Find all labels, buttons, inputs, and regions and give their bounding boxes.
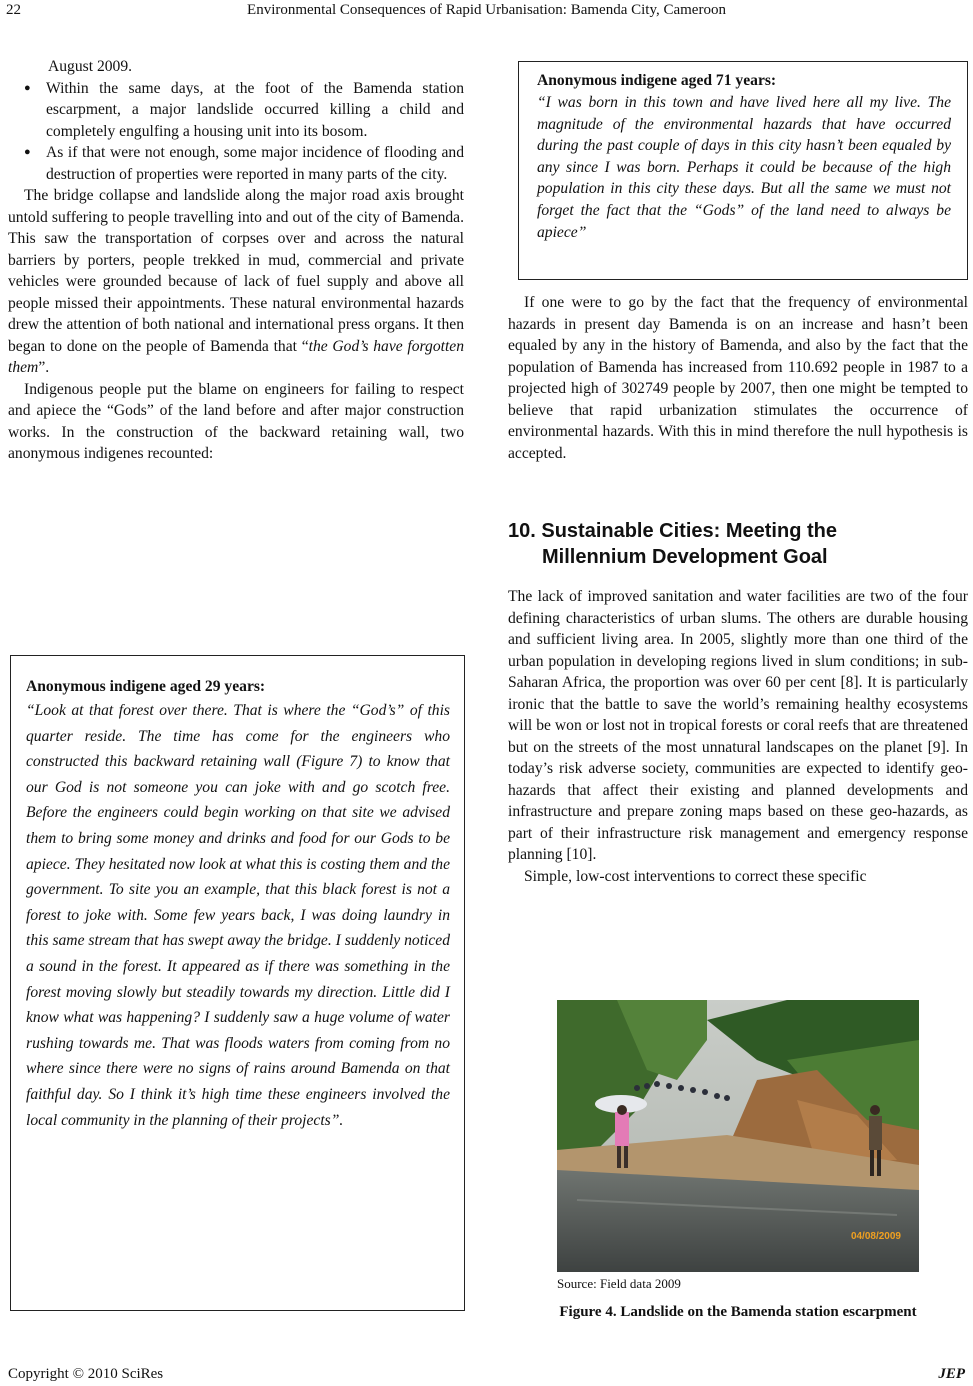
bullet-item: ● Within the same days, at the foot of the Bamenda station escarpment, a major landslide occurred killing a child and completely engulfing a housing unit into its bosom. (8, 78, 464, 143)
left-column (8, 56, 464, 465)
figure-link[interactable]: Figure (301, 753, 344, 771)
quote-text: “I was born in this town and have lived here all my live. The magnitude of the environmental hazards that have occurred during the past couple of days in this city hasn’t been equaled by any since I was born. Perhaps it could be because of the high population in this city these days. But all the same we must not forget the fact that the “Gods” of the land need to always be apiece” (537, 94, 951, 241)
running-title: Environmental Consequences of Rapid Urbanisation: Bamenda City, Cameroon (247, 2, 726, 18)
page-number: 22 (6, 2, 21, 18)
footer-journal: JEP (938, 1366, 965, 1382)
paragraph-hypothesis: If one were to go by the fact that the frequency of environmental hazards in present day Bamenda is on an increase and hasn’t been equaled by any in the history of Bamenda, and also by the fact that the population of Bamenda has increased from 110.692 people in 1987 to a projected high of 302749 people by 2007, then one might be tempted to believe that rapid urbanization stimulates the occurrence of environmental hazards. With this in mind therefore the null hypothesis is accepted. (508, 294, 968, 462)
intro-line: August 2009. (48, 58, 133, 75)
figure-caption: Figure 4. Landslide on the Bamenda station escarpment (559, 1304, 917, 1320)
paragraph-slums: The lack of improved sanitation and water facilities are two of the four defining characteristics of urban slums. The others are durable housing and sufficient living area. In 2005, slightly more than one third of the urban population in developing regions lived in slum conditions; in sub-Saharan Africa, the proportion was over 60 per cent [8]. It is particularly ironic that the battle to save the world’s remaining healthy ecosystems will be won or lost not in tropical forests or coral reefs that are threatened but on the streets of the most unnatural landscapes on the planet [9]. In today’s risk adverse society, communities are expected to identify geo-hazards that affect their existing and planned developments and infrastructure and prepare zoning maps based on these geo-hazards, as part of their infrastructure risk management and emergency response planning [10]. (508, 588, 968, 863)
figure-source: Source: Field data 2009 (557, 1276, 681, 1291)
quote-box-29-years (10, 655, 465, 1311)
paragraph-interventions: Simple, low-cost interventions to correct these specific (524, 867, 867, 885)
quote-title: Anonymous indigene aged 29 years: (26, 678, 266, 695)
quote-text: “Look at that forest over there. That is where the “God’s” of this quarter reside. The time has come for the engineers who constructed this backward retaining wall (Figure 7) to know that our God is not someone you can joke with and go scotch free. Before the engineers could begin working on that site we advised them to bring some money and drinks and food for our Gods to be apiece. They hesitated now look at what this is costing them and the government. To site you an example, that this black forest is not a forest to joke with. Some few years back, I was doing laundry in this same stream that has swept away the bridge. I suddenly noticed a sound in the forest. It appeared as if there was something in the forest moving slowly but steadily towards my direction. Little did I know what was happening? I suddenly saw a huge volume of water rushing towards me. That was floods waters from coming from no where since there were no signs of rains around Bamenda on that faithful day. So I think it’s high time these engineers involved the local community in the planning of their projects”. (26, 702, 451, 1129)
quote-title: Anonymous indigene aged 71 years: (537, 72, 777, 89)
paragraph-indigenous-blame: Indigenous people put the blame on engineers for failing to respect and apiece the “Gods” of the land before and after major construction works. In the construction of the backward retaining wall, two anonymous indigenes recounted: (8, 380, 464, 462)
paragraph-bridge-collapse: The bridge collapse and landslide along the major road axis brought untold suffering to people travelling into and out of the city of Bamenda. This saw the transportation of corpses over and across the natural barriers by porters, people trekked in mud, commercial and private vehicles were grounded because of lack of fuel supply and above all people missed their appointments. These natural environmental hazards drew the attention of both national and international press organs. It then began to done on the people of Bamenda that “the God’s have forgotten them”. (8, 187, 464, 376)
footer-copyright: Copyright © 2010 SciRes (8, 1366, 164, 1382)
quote-box-71-years (518, 61, 968, 280)
section-heading: 10. Sustainable Cities: Meeting the Millennium Development Goal (508, 520, 837, 568)
right-column-top (508, 292, 968, 464)
photo-date-stamp: 04/08/2009 (850, 1231, 901, 1242)
landslide-photo (557, 1000, 919, 1272)
bullet-item: ● As if that were not enough, some major incidence of flooding and destruction of properties were reported in many parts of the city. (8, 142, 464, 185)
right-column-body (508, 586, 968, 887)
bullet-list (8, 78, 464, 186)
